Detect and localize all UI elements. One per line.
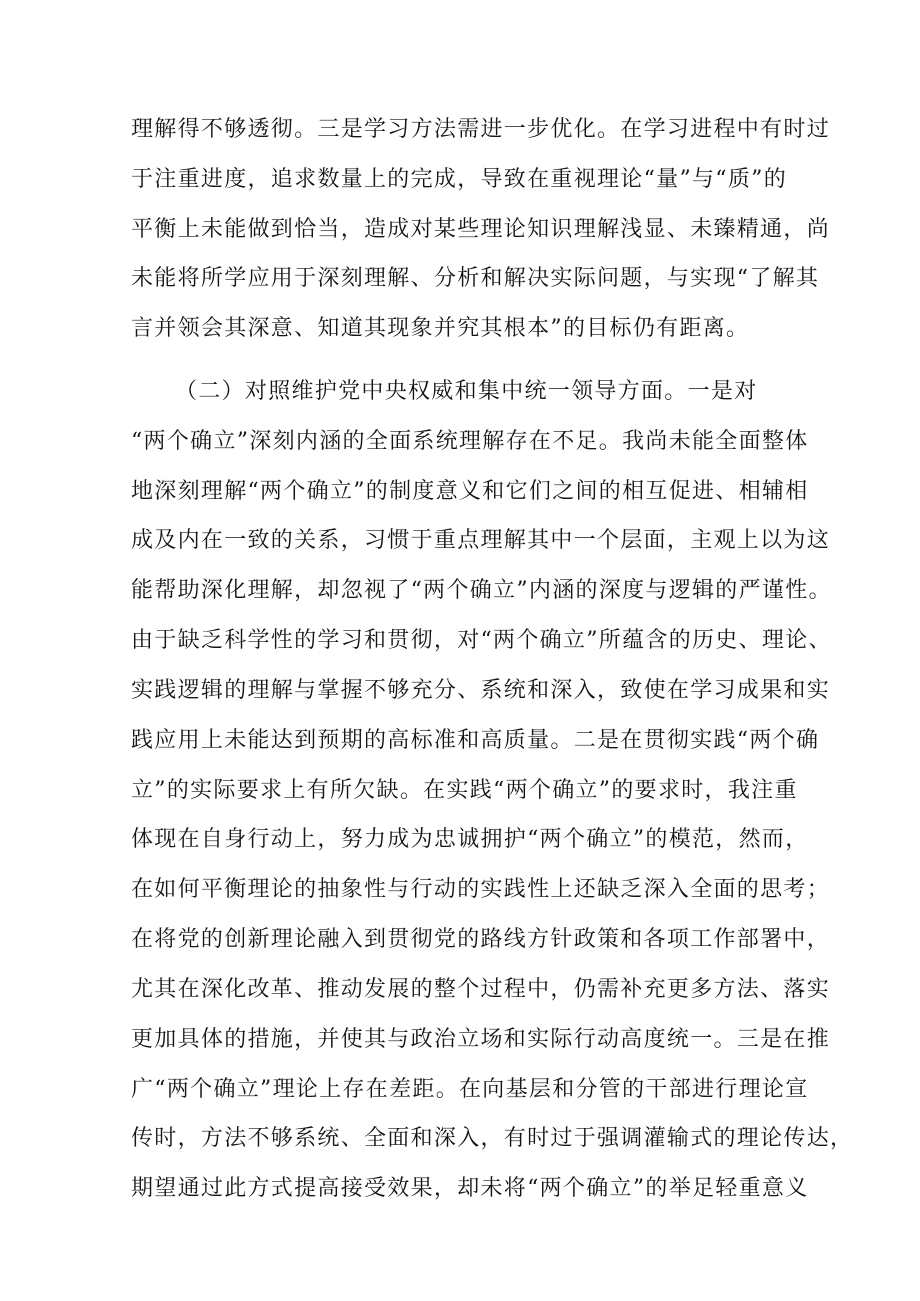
text-line: “两个确立”深刻内涵的全面系统理解存在不足。我尚未能全面整体 <box>131 429 809 454</box>
text-line: 于注重进度，追求数量上的完成，导致在重视理论“量”与“质”的 <box>131 167 787 192</box>
text-line: 尤其在深化改革、推动发展的整个过程中，仍需补充更多方法、落实 <box>131 977 831 1002</box>
text-line: 言并领会其深意、知道其现象并究其根本”的目标仍有距离。 <box>131 316 750 341</box>
text-line: 在将党的创新理论融入到贯彻党的路线方针政策和各项工作部署中， <box>131 927 831 952</box>
text-line: 未能将所学应用于深刻理解、分析和解决实际问题，与实现“了解其 <box>131 266 820 291</box>
section-heading-line: （二）对照维护党中央权威和集中统一领导方面。一是对 <box>175 379 758 404</box>
text-line: 更加具体的措施，并使其与政治立场和实际行动高度统一。三是在推 <box>131 1027 831 1052</box>
text-line: 理解得不够透彻。三是学习方法需进一步优化。在学习进程中有时过 <box>131 117 831 142</box>
text-line: 由于缺乏科学性的学习和贯彻，对“两个确立”所蕴含的历史、理论、 <box>131 628 832 653</box>
text-line: 实践逻辑的理解与掌握不够充分、系统和深入，致使在学习成果和实 <box>131 678 831 703</box>
text-line: 体现在自身行动上，努力成为忠诚拥护“两个确立”的模范，然而， <box>131 827 809 852</box>
text-line: 立”的实际要求上有所欠缺。在实践“两个确立”的要求时，我注重 <box>131 778 798 803</box>
text-line: 期望通过此方式提高接受效果，却未将“两个确立”的举足轻重意义 <box>131 1176 809 1201</box>
text-line: 成及内在一致的关系，习惯于重点理解其中一个层面，主观上以为这 <box>131 528 831 553</box>
text-line: 平衡上未能做到恰当，造成对某些理论知识理解浅显、未臻精通，尚 <box>131 217 831 242</box>
text-line: 传时，方法不够系统、全面和深入，有时过于强调灌输式的理论传达， <box>131 1126 854 1151</box>
text-line: 践应用上未能达到预期的高标准和高质量。二是在贯彻实践“两个确 <box>131 728 820 753</box>
text-line: 广“两个确立”理论上存在差距。在向基层和分管的干部进行理论宣 <box>131 1077 809 1102</box>
text-line: 能帮助深化理解，却忽视了“两个确立”内涵的深度与逻辑的严谨性。 <box>131 578 832 603</box>
text-line: 在如何平衡理论的抽象性与行动的实践性上还缺乏深入全面的思考； <box>131 877 831 902</box>
text-line: 地深刻理解“两个确立”的制度意义和它们之间的相互促进、相辅相 <box>131 479 809 504</box>
